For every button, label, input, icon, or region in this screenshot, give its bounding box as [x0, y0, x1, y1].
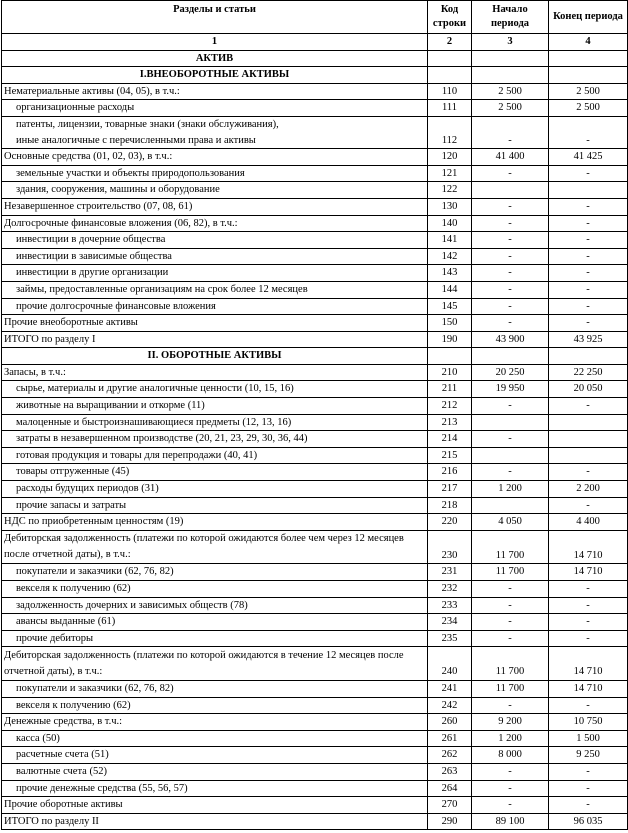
table-row: [2, 481, 628, 498]
period-start-value: -: [472, 630, 549, 647]
period-end-value: -: [549, 780, 628, 797]
table-row: [2, 83, 628, 100]
period-start-value: -: [472, 581, 549, 598]
line-code: 215: [428, 447, 472, 464]
period-start-value: -: [472, 198, 549, 215]
period-start-value: -: [472, 431, 549, 448]
line-code: 218: [428, 497, 472, 514]
section-title-row: [2, 67, 628, 84]
line-code: 122: [428, 182, 472, 199]
period-start-value: 20 250: [472, 364, 549, 381]
period-start-value: -: [472, 265, 549, 282]
table-row: [2, 414, 628, 431]
line-code: 210: [428, 364, 472, 381]
line-code: 260: [428, 714, 472, 731]
period-end-value: 2 500: [549, 83, 628, 100]
empty-cell: [428, 67, 472, 84]
period-end-value: 14 710: [549, 680, 628, 697]
line-code: 220: [428, 514, 472, 531]
table-row: [2, 780, 628, 797]
table-row: [2, 315, 628, 332]
item-name: Запасы, в т.ч.:: [2, 364, 428, 381]
item-name: задолженность дочерних и зависимых обществ (78): [2, 597, 428, 614]
item-name: малоценные и быстроизнашивающиеся предметы (12, 13, 16): [2, 414, 428, 431]
table-row: [2, 630, 628, 647]
table-row: [2, 182, 628, 199]
line-code: 264: [428, 780, 472, 797]
line-code: 143: [428, 265, 472, 282]
period-start-value: -: [472, 797, 549, 814]
table-row: [2, 614, 628, 631]
item-name: авансы выданные (61): [2, 614, 428, 631]
line-code: 212: [428, 398, 472, 415]
table-row: [2, 398, 628, 415]
period-end-value: -: [549, 265, 628, 282]
period-start-value: 43 900: [472, 331, 549, 348]
period-end-value: 2 200: [549, 481, 628, 498]
period-end-value: 20 050: [549, 381, 628, 398]
line-code: 214: [428, 431, 472, 448]
period-start-value: 11 700: [472, 530, 549, 564]
item-name: затраты в незавершенном производстве (20, 21, 23, 29, 30, 36, 44): [2, 431, 428, 448]
period-start-value: -: [472, 232, 549, 249]
table-row: [2, 464, 628, 481]
period-end-value: -: [549, 198, 628, 215]
period-end-value: 96 035: [549, 813, 628, 830]
period-start-value: 8 000: [472, 747, 549, 764]
item-name: касса (50): [2, 730, 428, 747]
period-end-value: -: [549, 597, 628, 614]
line-code: 241: [428, 680, 472, 697]
period-start-value: -: [472, 697, 549, 714]
period-end-value: 1 500: [549, 730, 628, 747]
period-end-value: [549, 431, 628, 448]
period-start-value: 2 500: [472, 83, 549, 100]
period-start-value: 41 400: [472, 149, 549, 166]
table-row: [2, 298, 628, 315]
period-start-value: 11 700: [472, 680, 549, 697]
period-end-value: -: [549, 315, 628, 332]
line-code: 211: [428, 381, 472, 398]
line-code: 130: [428, 198, 472, 215]
period-start-value: -: [472, 763, 549, 780]
period-start-value: -: [472, 315, 549, 332]
item-name: расходы будущих периодов (31): [2, 481, 428, 498]
period-end-value: 10 750: [549, 714, 628, 731]
item-name: товары отгруженные (45): [2, 464, 428, 481]
table-row: [2, 265, 628, 282]
item-name: инвестиции в дочерние общества: [2, 232, 428, 249]
table-row: [2, 714, 628, 731]
table-row: [2, 530, 628, 564]
table-row: [2, 232, 628, 249]
line-code: 262: [428, 747, 472, 764]
item-name: ИТОГО по разделу II: [2, 813, 428, 830]
table-row: [2, 564, 628, 581]
item-name: здания, сооружения, машины и оборудование: [2, 182, 428, 199]
balance-sheet-body: [2, 1, 628, 830]
table-row: [2, 165, 628, 182]
period-end-value: [549, 447, 628, 464]
line-code: 232: [428, 581, 472, 598]
period-start-value: 1 200: [472, 730, 549, 747]
table-row: [2, 133, 628, 149]
empty-cell: [472, 348, 549, 365]
table-row: [2, 100, 628, 117]
item-name: инвестиции в зависимые общества: [2, 248, 428, 265]
table-row: [2, 116, 628, 132]
item-name: организационные расходы: [2, 100, 428, 117]
item-name: валютные счета (52): [2, 763, 428, 780]
period-start-value: 2 500: [472, 100, 549, 117]
period-end-value: 4 400: [549, 514, 628, 531]
line-code: 235: [428, 630, 472, 647]
table-row: [2, 198, 628, 215]
item-name: НДС по приобретенным ценностям (19): [2, 514, 428, 531]
line-code: 234: [428, 614, 472, 631]
item-name: Незавершенное строительство (07, 08, 61): [2, 198, 428, 215]
period-end-value: -: [549, 614, 628, 631]
item-name: Нематериальные активы (04, 05), в т.ч.:: [2, 83, 428, 100]
table-row: [2, 514, 628, 531]
item-name: Основные средства (01, 02, 03), в т.ч.:: [2, 149, 428, 166]
section-title: I.ВНЕОБОРОТНЫЕ АКТИВЫ: [2, 67, 428, 84]
period-end-value: -: [549, 797, 628, 814]
period-end-value: 9 250: [549, 747, 628, 764]
line-code: 141: [428, 232, 472, 249]
period-end-value: 2 500: [549, 100, 628, 117]
table-row: [2, 215, 628, 232]
table-row: [2, 797, 628, 814]
period-end-value: -: [549, 398, 628, 415]
period-end-value: -: [549, 215, 628, 232]
line-code: 121: [428, 165, 472, 182]
line-code: 190: [428, 331, 472, 348]
period-end-value: 14 710: [549, 530, 628, 564]
header-sections-and-items: Разделы и статьи: [2, 1, 428, 34]
table-row: [2, 381, 628, 398]
period-end-value: -: [549, 497, 628, 514]
period-start-value: [472, 497, 549, 514]
period-start-value: [472, 116, 549, 132]
period-start-value: 1 200: [472, 481, 549, 498]
period-end-value: 14 710: [549, 564, 628, 581]
empty-cell: [549, 348, 628, 365]
period-start-value: -: [472, 215, 549, 232]
table-row: [2, 431, 628, 448]
line-code: 111: [428, 100, 472, 117]
period-start-value: [472, 182, 549, 199]
column-number-1: 1: [2, 34, 428, 51]
balance-sheet-table: [1, 0, 628, 830]
item-name: покупатели и заказчики (62, 76, 82): [2, 564, 428, 581]
item-name: сырье, материалы и другие аналогичные ценности (10, 15, 16): [2, 381, 428, 398]
period-end-value: [549, 116, 628, 132]
empty-cell: [549, 67, 628, 84]
item-name: Дебиторская задолженность (платежи по которой ожидаются в течение 12 месяцев после отчетной даты), в т.ч.:: [2, 647, 428, 681]
period-end-value: 22 250: [549, 364, 628, 381]
line-code: 110: [428, 83, 472, 100]
item-name: ИТОГО по разделу I: [2, 331, 428, 348]
table-row: [2, 497, 628, 514]
period-start-value: -: [472, 133, 549, 149]
item-name: земельные участки и объекты природопользования: [2, 165, 428, 182]
line-code: 140: [428, 215, 472, 232]
empty-cell: [428, 348, 472, 365]
period-start-value: 89 100: [472, 813, 549, 830]
item-name: векселя к получению (62): [2, 581, 428, 598]
item-name: Денежные средства, в т.ч.:: [2, 714, 428, 731]
period-start-value: -: [472, 165, 549, 182]
table-row: [2, 581, 628, 598]
header-row: [2, 1, 628, 34]
table-row: [2, 763, 628, 780]
item-name: расчетные счета (51): [2, 747, 428, 764]
line-code: 142: [428, 248, 472, 265]
period-end-value: -: [549, 697, 628, 714]
table-row: [2, 813, 628, 830]
period-start-value: -: [472, 614, 549, 631]
table-row: [2, 680, 628, 697]
table-row: [2, 248, 628, 265]
table-row: [2, 730, 628, 747]
table-row: [2, 331, 628, 348]
column-number-3: 3: [472, 34, 549, 51]
item-name: покупатели и заказчики (62, 76, 82): [2, 680, 428, 697]
line-code: 231: [428, 564, 472, 581]
item-name: готовая продукция и товары для перепродажи (40, 41): [2, 447, 428, 464]
line-code: 261: [428, 730, 472, 747]
line-code: 230: [428, 530, 472, 564]
period-end-value: -: [549, 281, 628, 298]
table-row: [2, 597, 628, 614]
line-code: 144: [428, 281, 472, 298]
period-end-value: [549, 182, 628, 199]
line-code: 233: [428, 597, 472, 614]
item-name: инвестиции в другие организации: [2, 265, 428, 282]
line-code: 242: [428, 697, 472, 714]
item-name: Дебиторская задолженность (платежи по которой ожидаются более чем через 12 месяцев после отчетной даты), в т.ч.:: [2, 530, 428, 564]
header-period-start: Начало периода: [472, 1, 549, 34]
line-code: 120: [428, 149, 472, 166]
line-code: 150: [428, 315, 472, 332]
header-period-end: Конец периода: [549, 1, 628, 34]
aktiv-title: АКТИВ: [2, 50, 428, 67]
column-number-row: [2, 34, 628, 51]
item-name: Долгосрочные финансовые вложения (06, 82), в т.ч.:: [2, 215, 428, 232]
table-row: [2, 149, 628, 166]
table-row: [2, 281, 628, 298]
line-code: 290: [428, 813, 472, 830]
empty-cell: [472, 67, 549, 84]
table-row: [2, 747, 628, 764]
period-start-value: 19 950: [472, 381, 549, 398]
column-number-4: 4: [549, 34, 628, 51]
period-end-value: -: [549, 630, 628, 647]
period-end-value: -: [549, 232, 628, 249]
table-row: [2, 447, 628, 464]
period-start-value: -: [472, 597, 549, 614]
item-name: займы, предоставленные организациям на срок более 12 месяцев: [2, 281, 428, 298]
item-name: животные на выращивании и откорме (11): [2, 398, 428, 415]
line-code: 217: [428, 481, 472, 498]
period-start-value: 9 200: [472, 714, 549, 731]
section-title: II. ОБОРОТНЫЕ АКТИВЫ: [2, 348, 428, 365]
line-code: 216: [428, 464, 472, 481]
item-name: Прочие оборотные активы: [2, 797, 428, 814]
section-title-row: [2, 348, 628, 365]
period-start-value: -: [472, 780, 549, 797]
period-start-value: -: [472, 281, 549, 298]
period-end-value: -: [549, 298, 628, 315]
table-row: [2, 697, 628, 714]
item-name: Прочие внеоборотные активы: [2, 315, 428, 332]
item-name: прочие запасы и затраты: [2, 497, 428, 514]
period-end-value: 41 425: [549, 149, 628, 166]
line-code: 213: [428, 414, 472, 431]
period-end-value: -: [549, 763, 628, 780]
period-end-value: -: [549, 464, 628, 481]
period-start-value: 4 050: [472, 514, 549, 531]
item-name: патенты, лицензии, товарные знаки (знаки обслуживания),: [2, 116, 428, 132]
period-start-value: [472, 447, 549, 464]
line-code: 240: [428, 647, 472, 681]
period-end-value: 14 710: [549, 647, 628, 681]
item-name: прочие долгосрочные финансовые вложения: [2, 298, 428, 315]
line-code: 270: [428, 797, 472, 814]
period-start-value: 11 700: [472, 647, 549, 681]
table-row: [2, 364, 628, 381]
period-end-value: -: [549, 165, 628, 182]
period-start-value: 11 700: [472, 564, 549, 581]
line-code: 263: [428, 763, 472, 780]
item-name: прочие дебиторы: [2, 630, 428, 647]
period-start-value: -: [472, 464, 549, 481]
line-code: 145: [428, 298, 472, 315]
table-row: [2, 647, 628, 681]
header-line-code: Код строки: [428, 1, 472, 34]
line-code: 112: [428, 133, 472, 149]
period-start-value: -: [472, 398, 549, 415]
line-code: [428, 116, 472, 132]
period-end-value: -: [549, 248, 628, 265]
period-end-value: [549, 414, 628, 431]
column-number-2: 2: [428, 34, 472, 51]
aktiv-title-row: [2, 50, 628, 67]
period-start-value: -: [472, 298, 549, 315]
period-end-value: -: [549, 133, 628, 149]
item-name: иные аналогичные с перечисленными права и активы: [2, 133, 428, 149]
period-end-value: 43 925: [549, 331, 628, 348]
item-name: векселя к получению (62): [2, 697, 428, 714]
period-start-value: [472, 414, 549, 431]
period-end-value: -: [549, 581, 628, 598]
period-start-value: -: [472, 248, 549, 265]
item-name: прочие денежные средства (55, 56, 57): [2, 780, 428, 797]
